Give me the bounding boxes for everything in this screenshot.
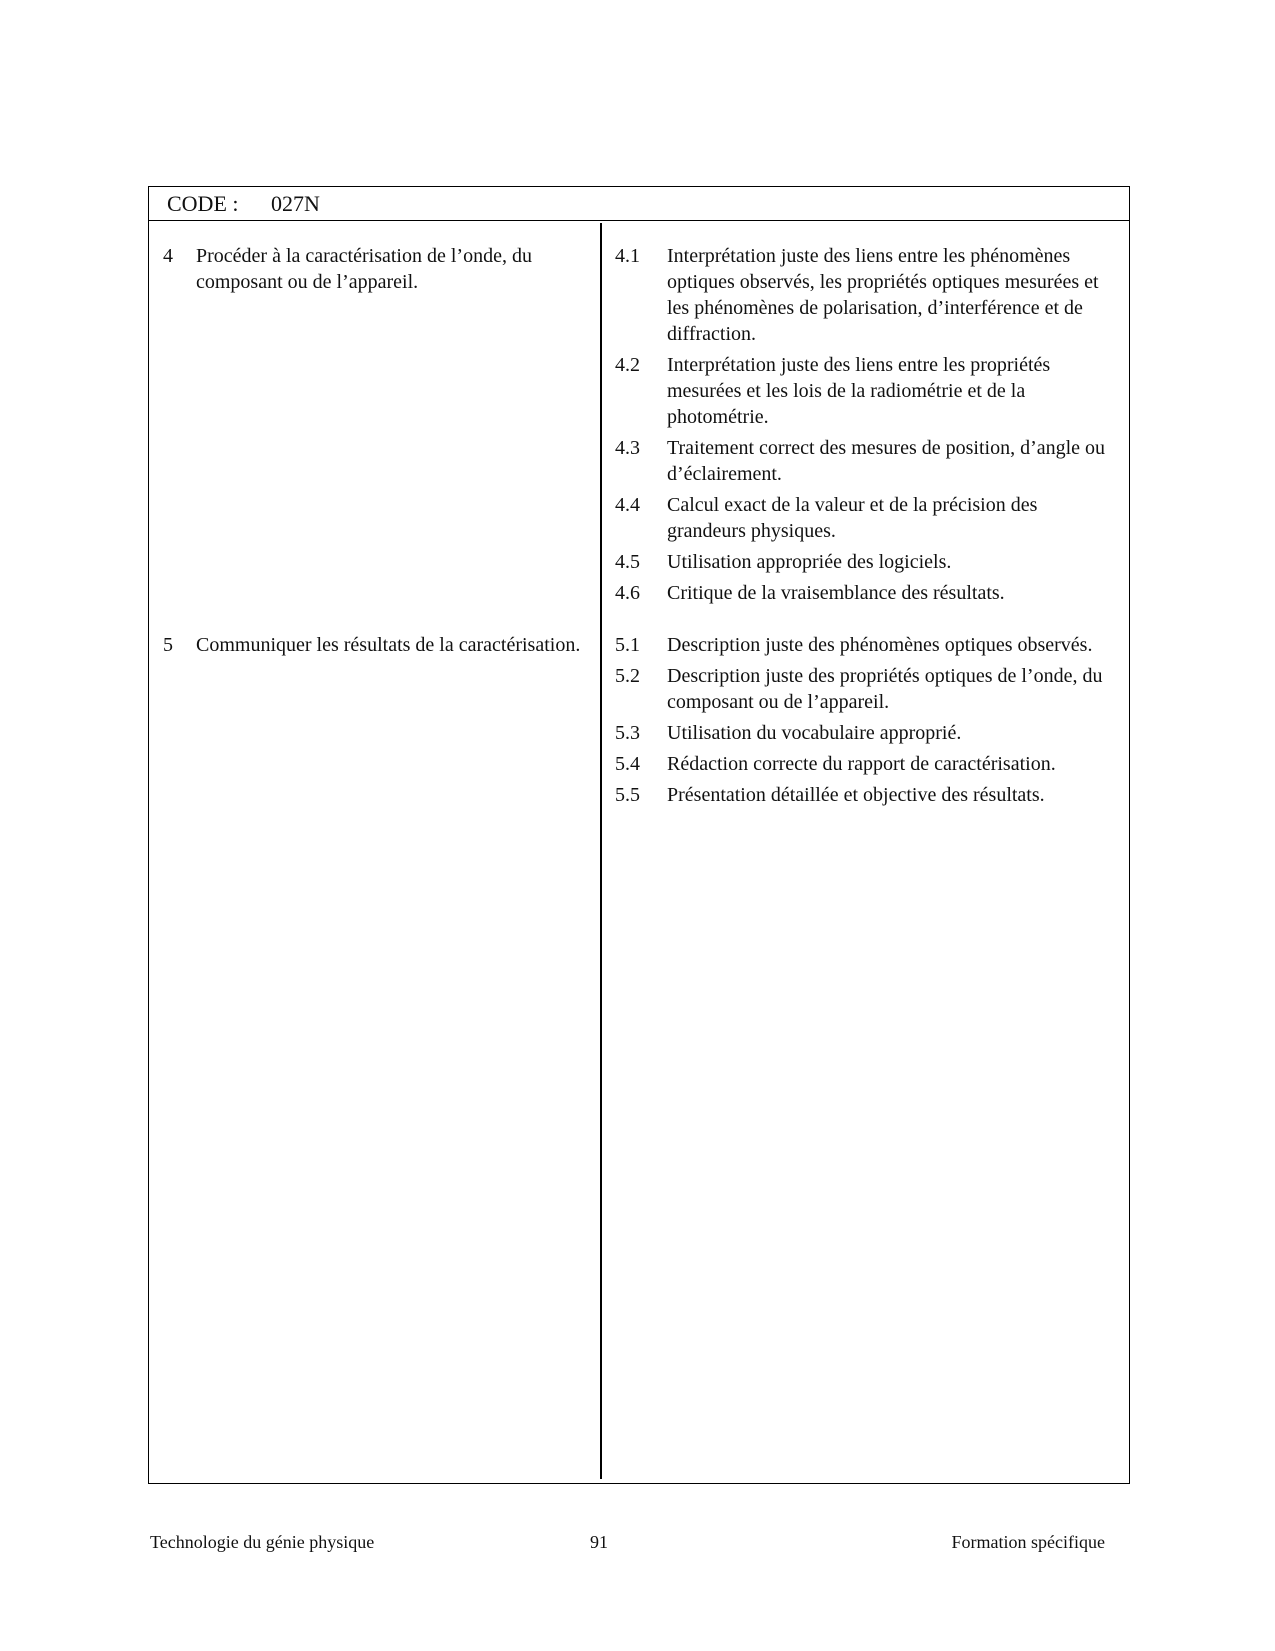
- column-divider: [600, 223, 602, 1479]
- criterion-number: 4.2: [615, 354, 640, 376]
- content-frame: [148, 186, 1130, 1484]
- criterion-5-4: [615, 751, 1115, 777]
- criterion-text: Description juste des phénomènes optiques observés.: [667, 634, 1093, 656]
- criterion-4-3: [615, 435, 1115, 487]
- criterion-number: 5.3: [615, 722, 640, 744]
- criterion-text: Calcul exact de la valeur et de la précision des grandeurs physiques.: [667, 494, 1038, 542]
- criterion-text: Traitement correct des mesures de position, d’angle ou d’éclairement.: [667, 437, 1106, 485]
- criterion-number: 5.2: [615, 665, 640, 687]
- criterion-text: Utilisation du vocabulaire approprié.: [667, 722, 962, 744]
- footer-program-title: Technologie du génie physique: [150, 1532, 375, 1552]
- code-header-row: [149, 187, 1129, 221]
- criterion-number: 5.4: [615, 753, 640, 775]
- criterion-number: 4.5: [615, 551, 640, 573]
- criterion-text: Utilisation appropriée des logiciels.: [667, 551, 952, 573]
- competency-number: 5: [163, 634, 173, 656]
- criterion-number: 5.1: [615, 634, 640, 656]
- criterion-number: 4.1: [615, 245, 640, 267]
- criterion-4-5: [615, 549, 1115, 575]
- criterion-number: 5.5: [615, 784, 640, 806]
- criterion-4-2: [615, 352, 1115, 430]
- criterion-number: 4.6: [615, 582, 640, 604]
- criterion-number: 4.3: [615, 437, 640, 459]
- code-value: 027N: [271, 191, 320, 216]
- competency-number: 4: [163, 245, 173, 267]
- footer-section-title: Formation spécifique: [951, 1532, 1105, 1552]
- criterion-text: Interprétation juste des liens entre les phénomènes optiques observés, les propriétés optiques mesurées et les phénomènes de polarisation, d’interférence et de diffraction.: [667, 245, 1099, 345]
- code-underline: [149, 220, 386, 221]
- criterion-4-1: [615, 243, 1115, 347]
- criterion-5-5: [615, 782, 1115, 808]
- footer-page-number: 91: [590, 1532, 608, 1552]
- criterion-text: Description juste des propriétés optiques de l’onde, du composant ou de l’appareil.: [667, 665, 1103, 713]
- criterion-4-6: [615, 580, 1115, 606]
- criterion-text: Critique de la vraisemblance des résultats.: [667, 582, 1005, 604]
- competency-text: Communiquer les résultats de la caractérisation.: [196, 634, 581, 656]
- criterion-text: Rédaction correcte du rapport de caractérisation.: [667, 753, 1056, 775]
- competency-4: [163, 243, 583, 295]
- criterion-4-4: [615, 492, 1115, 544]
- criterion-number: 4.4: [615, 494, 640, 516]
- criteria-list-5: [615, 632, 1115, 813]
- criterion-5-3: [615, 720, 1115, 746]
- criterion-5-1: [615, 632, 1115, 658]
- code-label: CODE :: [167, 191, 239, 216]
- criterion-5-2: [615, 663, 1115, 715]
- competency-5: [163, 632, 583, 658]
- criterion-text: Interprétation juste des liens entre les propriétés mesurées et les lois de la radiométrie et de la photométrie.: [667, 354, 1051, 428]
- criterion-text: Présentation détaillée et objective des résultats.: [667, 784, 1045, 806]
- competency-text: Procéder à la caractérisation de l’onde, du composant ou de l’appareil.: [196, 245, 532, 293]
- criteria-list-4: [615, 243, 1115, 611]
